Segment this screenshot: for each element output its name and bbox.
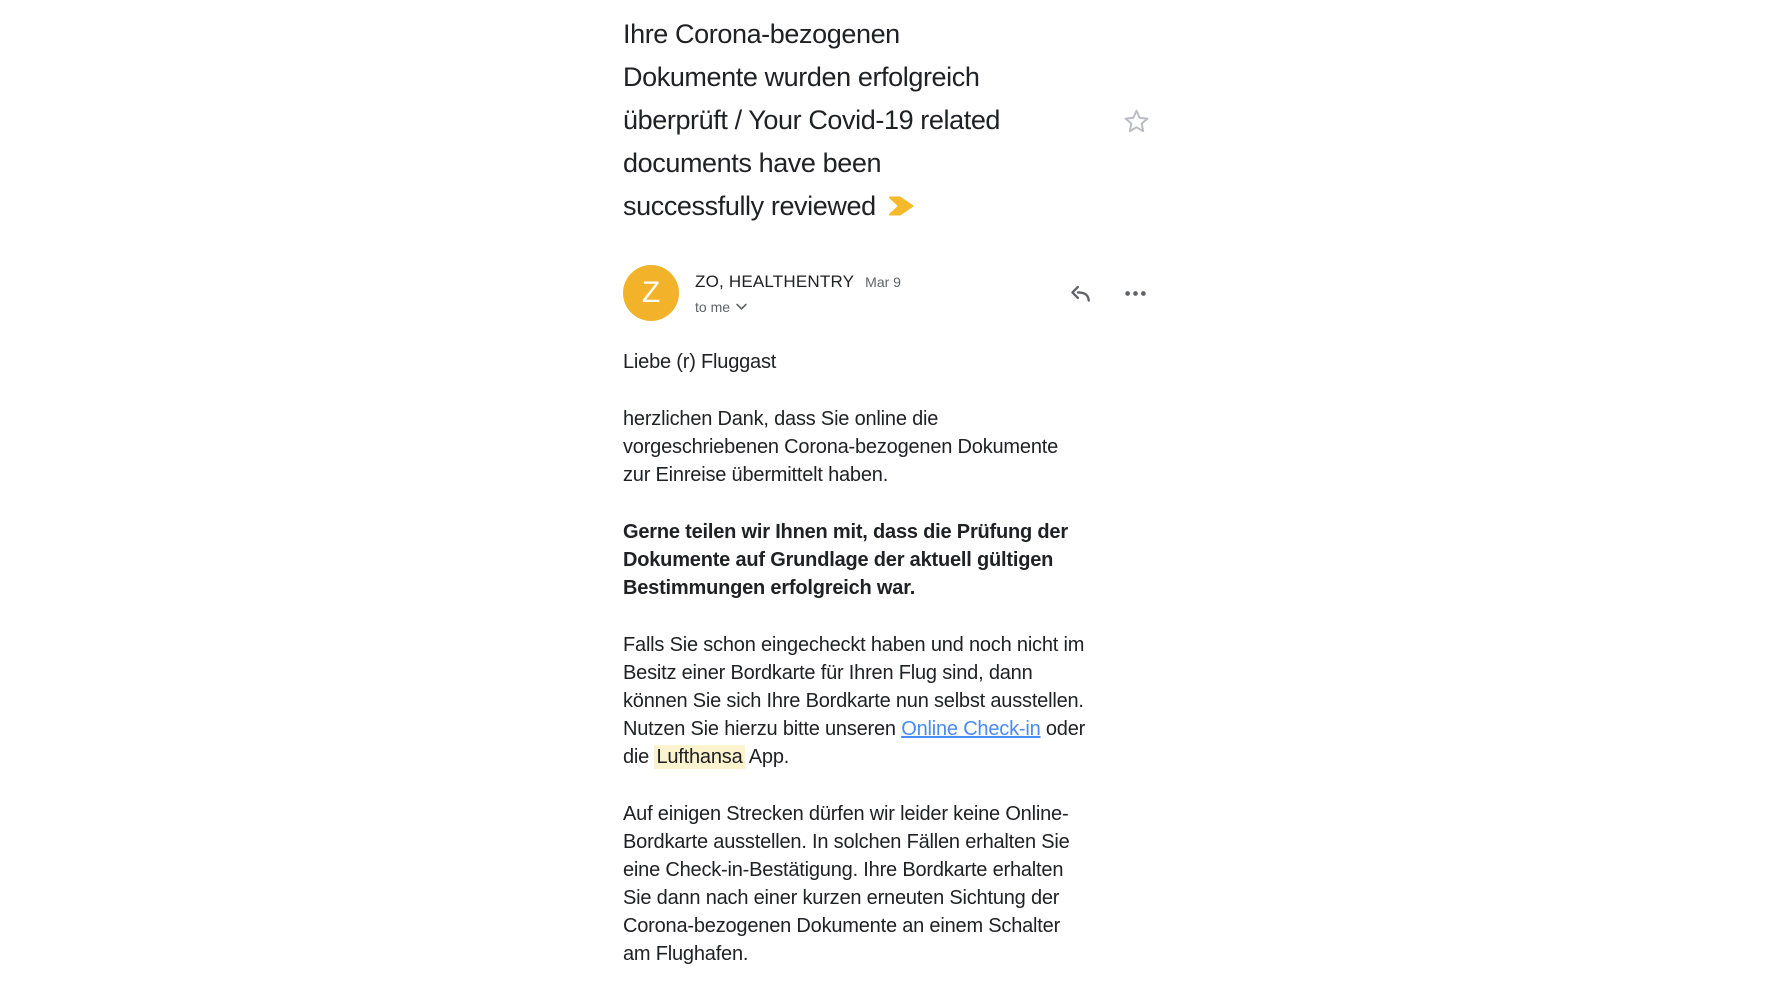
sender-name-line — [695, 272, 901, 292]
sender-avatar[interactable] — [623, 265, 679, 321]
recipient-expander[interactable] — [695, 299, 901, 315]
sender-name: ZO, HEALTHENTRY — [695, 271, 855, 291]
subject-text: Ihre Corona-bezogenen — [623, 19, 900, 49]
star-icon[interactable] — [1120, 105, 1153, 138]
email-body — [623, 348, 1087, 968]
email-subject — [623, 13, 1079, 229]
subject-line — [623, 99, 1079, 142]
important-marker-icon[interactable] — [888, 186, 915, 229]
subject-line — [623, 185, 1079, 229]
subject-text: überprüft / Your Covid-19 related — [623, 105, 1001, 135]
email-date: Mar 9 — [865, 273, 901, 290]
reply-icon[interactable] — [1065, 279, 1095, 307]
checkin-hint-text: App. — [744, 746, 790, 768]
subject-text: documents have been — [623, 148, 882, 178]
thanks-paragraph: herzlichen Dank, dass Sie online die vorgeschriebenen Corona-bezogenen Dokumente zur Einreise übermittelt haben. — [623, 408, 1059, 486]
recipient-label: to me — [695, 298, 731, 315]
subject-text: successfully reviewed — [623, 191, 876, 221]
checkin-hint-text: Nutzen Sie hierzu bitte unseren — [623, 718, 902, 740]
message-actions — [1065, 279, 1155, 307]
subject-line — [623, 56, 1079, 99]
confirmation-paragraph: Gerne teilen wir Ihnen mit, dass die Prüfung der Dokumente auf Grundlage der aktuell gültigen Bestimmungen erfolgreich war. — [623, 521, 1068, 599]
subject-line — [623, 13, 1079, 56]
subject-row — [623, 13, 1155, 229]
subject-text: Dokumente wurden erfolgreich — [623, 62, 980, 92]
greeting-paragraph: Liebe (r) Fluggast — [623, 351, 777, 373]
boarding-pass-paragraph — [623, 631, 1087, 771]
chevron-down-icon — [736, 303, 747, 311]
email-content-column — [623, 0, 1155, 968]
highlighted-search-term: Lufthansa — [656, 746, 743, 768]
sender-info — [695, 272, 901, 315]
avatar-letter: Z — [641, 276, 661, 309]
counter-checkin-paragraph: Auf einigen Strecken dürfen wir leider keine Online-Bordkarte ausstellen. In solchen Fällen erhalten Sie eine Check-in-Bestätigung. Ihre Bordkarte erhalten Sie dann nach einer kurzen erneuten Sichtung der Corona-bezogenen Dokumente an einem Schalter am Flughafen. — [623, 803, 1070, 965]
more-options-icon[interactable] — [1122, 280, 1149, 307]
checkin-hint-text: oder die — [623, 718, 1086, 768]
sender-row — [623, 265, 1155, 321]
boarding-pass-text: Falls Sie schon eingecheckt haben und noch nicht im Besitz einer Bordkarte für Ihren Flug sind, dann können Sie sich Ihre Bordkarte nun selbst ausstellen. — [623, 634, 1085, 712]
subject-line — [623, 142, 1079, 185]
online-checkin-link[interactable]: Online Check-in — [901, 718, 1041, 740]
